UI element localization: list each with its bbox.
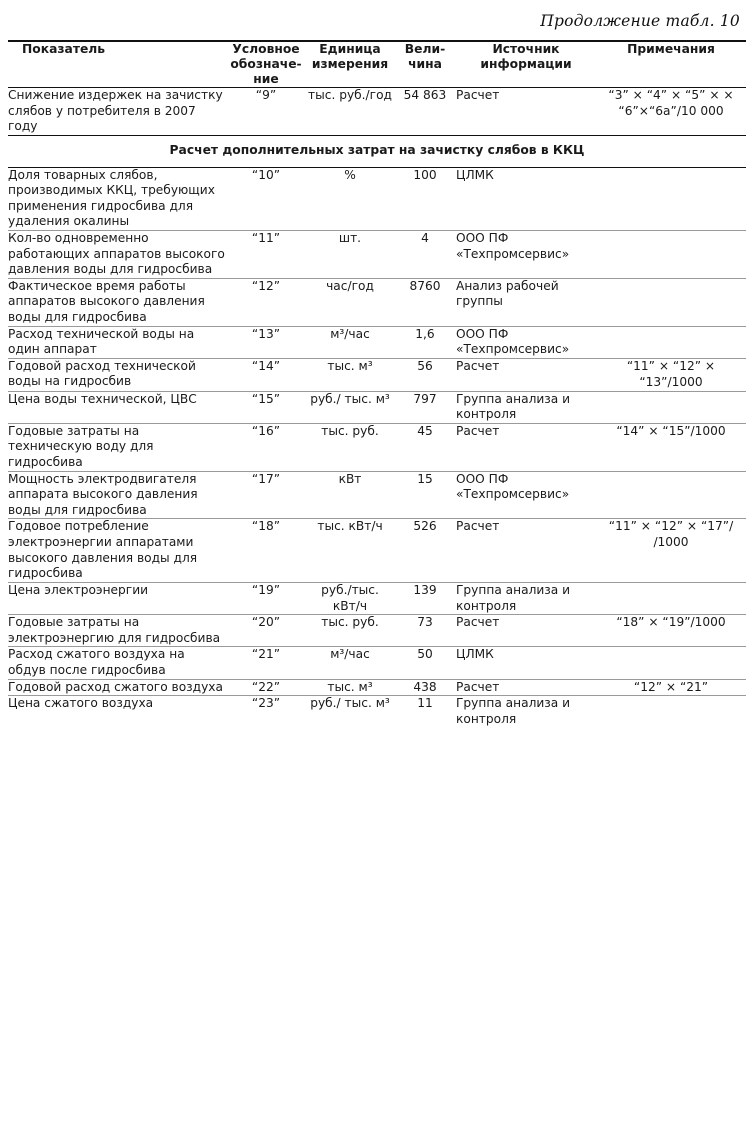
table-header-row <box>8 41 746 88</box>
cell-indicator: Мощность электродвигателя аппарата высокого давления воды для гидросбива <box>8 471 198 517</box>
cell-indicator: Расход сжатого воздуха на обдув после гидросбива <box>8 647 185 677</box>
table-row <box>8 167 746 230</box>
column-header-source: Источник информации <box>456 41 596 88</box>
cell-value: 4 <box>421 231 429 245</box>
cell-value: 139 <box>413 582 437 597</box>
cell-symbol: “14” <box>251 358 281 373</box>
cell-value: 526 <box>413 519 437 534</box>
cell-unit: м³/час <box>330 647 370 662</box>
cell-note: “18” × “19”/1000 <box>616 615 726 630</box>
cell-note <box>596 696 746 728</box>
cell-unit: час/год <box>326 278 374 293</box>
cell-indicator: Годовые затраты на техническую воду для гидросбива <box>8 423 154 470</box>
cell-note: “14” × “15”/1000 <box>616 423 726 438</box>
cell-indicator: Цена сжатого воздуха <box>8 696 154 711</box>
cell-unit: тыс. руб./год <box>308 88 392 102</box>
cell-source: ЦЛМК <box>456 647 494 662</box>
cell-unit: руб./тыс. кВт/ч <box>321 582 379 613</box>
cell-note: “12” × “21” <box>633 679 709 694</box>
table-body <box>8 88 746 728</box>
cell-source: ООО ПФ «Техпромсервис» <box>456 231 570 261</box>
cell-symbol: “10” <box>251 167 281 182</box>
table-row <box>8 423 746 471</box>
cell-value: 45 <box>417 423 433 438</box>
table-header <box>8 41 746 88</box>
cell-value: 54 863 <box>403 88 447 102</box>
cell-note: “11” × “12” × “13”/1000 <box>626 358 716 389</box>
cell-source: ООО ПФ «Техпромсервис» <box>456 326 570 357</box>
column-header-symbol: Условное обозначе-ние <box>226 41 306 88</box>
cell-note <box>596 647 746 679</box>
cell-indicator: Доля товарных слябов, производимых ККЦ, требующих применения гидросбива для удаления окалины <box>8 167 215 229</box>
cell-unit: кВт <box>338 471 362 486</box>
cell-note <box>596 167 746 230</box>
cell-symbol: “11” <box>251 231 281 245</box>
cell-indicator: Годовой расход технической воды на гидросбив <box>8 358 196 389</box>
cell-source: Расчет <box>456 615 500 630</box>
cell-indicator: Годовой расход сжатого воздуха <box>8 679 223 694</box>
cell-symbol: “22” <box>251 679 281 694</box>
cell-value: 50 <box>417 647 433 662</box>
cell-indicator: Годовые затраты на электроэнергию для гидросбива <box>8 615 221 645</box>
column-header-value: Вели-чина <box>394 41 456 88</box>
cell-source: ЦЛМК <box>456 167 494 182</box>
cell-value: 1,6 <box>415 326 435 341</box>
cell-symbol: “16” <box>251 423 281 438</box>
table-row <box>8 679 746 696</box>
cell-source: Группа анализа и контроля <box>456 696 571 727</box>
cell-note <box>596 278 746 326</box>
cell-value: 11 <box>417 696 433 711</box>
table-row <box>8 582 746 614</box>
cell-unit: м³/час <box>330 326 370 341</box>
table-row <box>8 231 746 279</box>
cell-value: 438 <box>413 679 437 694</box>
cell-source: Группа анализа и контроля <box>456 582 571 613</box>
cell-source: Расчет <box>456 423 500 438</box>
cell-source: Расчет <box>456 679 500 694</box>
cell-indicator: Расход технической воды на один аппарат <box>8 326 195 357</box>
table-row <box>8 696 746 728</box>
cell-indicator: Снижение издержек на зачистку слябов у потребителя в 2007 году <box>8 88 223 134</box>
table-row <box>8 519 746 582</box>
column-header-notes: Примечания <box>596 41 746 88</box>
table-row <box>8 326 746 358</box>
table-row <box>8 615 746 647</box>
cell-unit: тыс. кВт/ч <box>317 519 383 534</box>
cell-value: 73 <box>417 615 433 630</box>
cell-indicator: Цена воды технической, ЦВС <box>8 391 197 406</box>
cell-indicator: Кол-во одновременно работающих аппаратов высокого давления воды для гидросбива <box>8 231 225 277</box>
cell-source: Расчет <box>456 358 500 373</box>
cell-note <box>596 326 746 358</box>
column-header-unit: Единица измерения <box>306 41 394 88</box>
cell-indicator: Фактическое время работы аппаратов высокого давления воды для гидросбива <box>8 278 205 325</box>
cell-value: 15 <box>417 471 433 486</box>
table-row <box>8 358 746 391</box>
table-row <box>8 471 746 519</box>
cell-unit: тыс. руб. <box>321 615 379 630</box>
cell-note <box>596 582 746 614</box>
cell-unit: тыс. м³ <box>327 358 373 373</box>
cell-symbol: “15” <box>251 391 281 406</box>
cell-note <box>596 471 746 519</box>
cell-indicator: Цена электроэнергии <box>8 582 149 597</box>
cell-indicator: Годовое потребление электроэнергии аппаратами высокого давления воды для гидросбива <box>8 519 198 581</box>
cell-symbol: “12” <box>251 278 281 293</box>
cell-unit: шт. <box>338 231 362 245</box>
cell-note <box>596 231 746 279</box>
cell-symbol: “20” <box>251 615 281 630</box>
cell-note: “11” × “12” × “17”/ /1000 <box>608 519 734 550</box>
cell-source: Расчет <box>456 88 500 102</box>
cell-unit: руб./ тыс. м³ <box>310 391 390 406</box>
cell-unit: руб./ тыс. м³ <box>310 696 390 711</box>
cell-value: 797 <box>413 391 437 406</box>
cell-unit: % <box>344 167 356 182</box>
column-header-indicator: Показатель <box>8 41 226 88</box>
cell-unit: тыс. м³ <box>327 679 373 694</box>
cell-symbol: “9” <box>255 88 277 102</box>
cell-source: ООО ПФ «Техпромсервис» <box>456 471 570 502</box>
section-title: Расчет дополнительных затрат на зачистку слябов в ККЦ <box>8 135 746 167</box>
cell-symbol: “13” <box>251 326 281 341</box>
table-row <box>8 278 746 326</box>
data-table <box>8 40 746 728</box>
cell-symbol: “19” <box>251 582 281 597</box>
table-row <box>8 88 746 136</box>
cell-source: Анализ рабочей группы <box>456 278 559 309</box>
cell-value: 100 <box>413 167 437 182</box>
table-row <box>8 647 746 679</box>
cell-source: Расчет <box>456 519 500 534</box>
table-section-heading-row <box>8 135 746 167</box>
cell-value: 8760 <box>409 278 441 293</box>
continuation-label: Продолжение табл. 10 <box>540 12 740 30</box>
cell-value: 56 <box>417 358 433 373</box>
table-row <box>8 391 746 423</box>
cell-symbol: “23” <box>251 696 281 711</box>
cell-symbol: “21” <box>251 647 281 662</box>
cell-note <box>596 391 746 423</box>
cell-symbol: “17” <box>251 471 281 486</box>
cell-note: “3” × “4” × “5” × × “6”×“6а”/10 000 <box>608 88 734 118</box>
cell-source: Группа анализа и контроля <box>456 391 571 422</box>
cell-unit: тыс. руб. <box>321 423 379 438</box>
cell-symbol: “18” <box>251 519 281 534</box>
